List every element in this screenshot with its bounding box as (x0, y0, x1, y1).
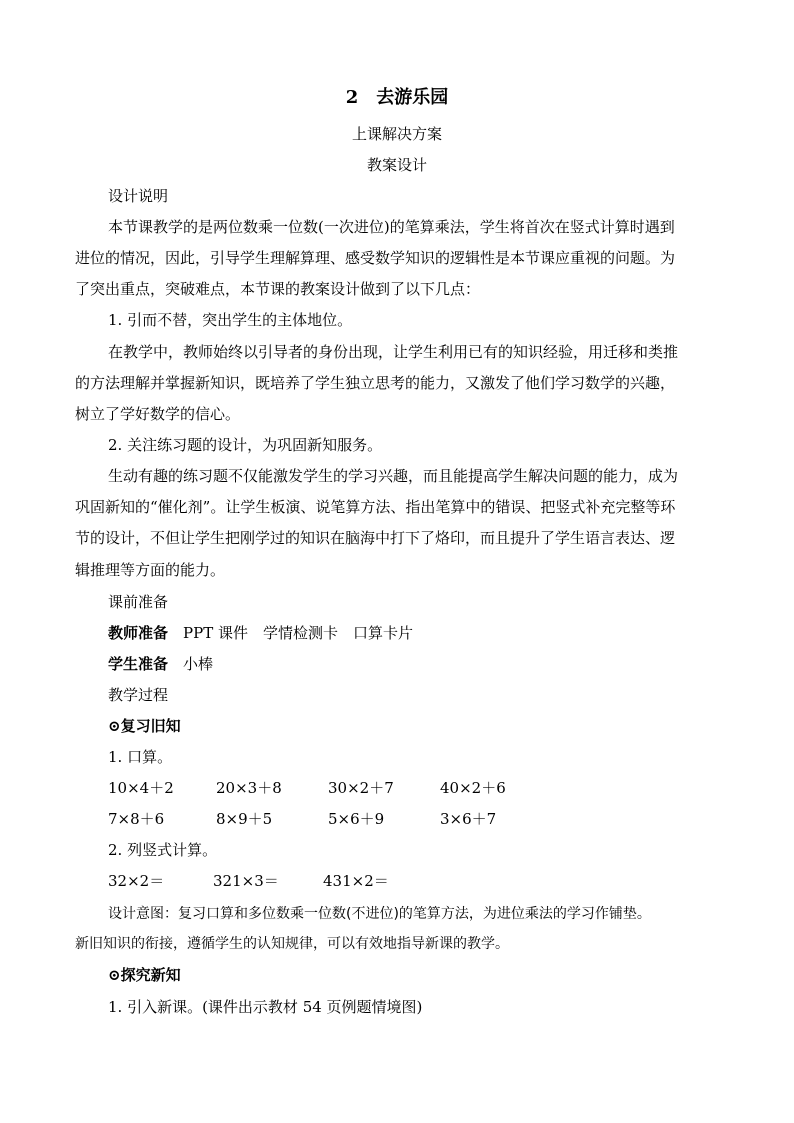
vertical-item-2: 321×3＝ (213, 872, 279, 890)
explore-heading: ⊙探究新知 (108, 966, 181, 984)
oral-title: 1. 口算。 (108, 748, 173, 766)
design-paragraph-3-line-4: 辑推理等方面的能力。 (75, 561, 226, 579)
vertical-item-1: 32×2＝ (108, 872, 165, 890)
student-prep (108, 654, 213, 674)
oral-row-2-item-3: 5×6＋9 (328, 810, 385, 828)
oral-row-1-item-2: 20×3＋8 (216, 779, 282, 797)
review-heading: ⊙复习旧知 (108, 717, 181, 735)
design-point-2: 2. 关注练习题的设计，为巩固新知服务。 (108, 436, 383, 454)
design-paragraph-2-line-3: 树立了学好数学的信心。 (75, 405, 241, 423)
page-subtitle: 上课解决方案 (351, 125, 442, 143)
design-paragraph-3-line-3: 节的设计，不但让学生把刚学过的知识在脑海中打下了烙印，而且提升了学生语言表达、逻 (75, 529, 676, 547)
design-paragraph-2-line-2: 的方法理解并掌握新知识，既培养了学生独立思考的能力，又激发了他们学习数学的兴趣， (75, 374, 676, 392)
vertical-item-3: 431×2＝ (323, 872, 389, 890)
oral-row-1-item-4: 40×2＋6 (440, 779, 506, 797)
design-paragraph-1-line-3: 了突出重点，突破难点，本节课的教案设计做到了以下几点： (75, 280, 481, 298)
design-paragraph-1-line-1: 本节课教学的是两位数乘一位数(一次进位)的笔算乘法，学生将首次在竖式计算时遇到 (108, 218, 675, 236)
design-intent-line-2: 新旧知识的衔接，遵循学生的认知规律，可以有效地指导新课的教学。 (75, 936, 509, 952)
process-heading: 教学过程 (108, 686, 169, 704)
vertical-title: 2. 列竖式计算。 (108, 841, 218, 859)
oral-row-2-item-4: 3×6＋7 (440, 810, 497, 828)
oral-row-2-item-1: 7×8＋6 (108, 810, 165, 828)
design-intent-line-1: 设计意图：复习口算和多位数乘一位数(不进位)的笔算方法，为进位乘法的学习作铺垫。 (108, 906, 651, 922)
student-prep-items: 小棒 (183, 655, 214, 673)
design-paragraph-3-line-1: 生动有趣的练习题不仅能激发学生的学习兴趣，而且能提高学生解决问题的能力，成为 (108, 467, 679, 485)
section-heading: 教案设计 (366, 156, 427, 174)
oral-row-1-item-3: 30×2＋7 (328, 779, 394, 797)
intro-line: 1. 引入新课。(课件出示教材 54 页例题情境图) (108, 998, 423, 1016)
design-point-1: 1. 引而不替，突出学生的主体地位。 (108, 311, 353, 329)
prep-heading: 课前准备 (108, 593, 169, 611)
student-prep-label: 学生准备 (108, 655, 169, 673)
design-paragraph-2-line-1: 在教学中，教师始终以引导者的身份出现，让学生利用已有的知识经验，用迁移和类推 (108, 343, 679, 361)
oral-row-2-item-2: 8×9＋5 (216, 810, 273, 828)
page-title: 2 去游乐园 (345, 87, 449, 108)
design-heading: 设计说明 (108, 187, 169, 205)
teacher-prep (108, 623, 413, 643)
design-paragraph-3-line-2: 巩固新知的“催化剂”。让学生板演、说笔算方法、指出笔算中的错误、把竖式补充完整等环 (75, 498, 676, 516)
oral-row-1-item-1: 10×4＋2 (108, 779, 174, 797)
design-paragraph-1-line-2: 进位的情况，因此，引导学生理解算理、感受数学知识的逻辑性是本节课应重视的问题。为 (75, 249, 676, 267)
teacher-prep-label: 教师准备 (108, 624, 169, 642)
teacher-prep-items: PPT 课件 学情检测卡 口算卡片 (183, 624, 413, 642)
